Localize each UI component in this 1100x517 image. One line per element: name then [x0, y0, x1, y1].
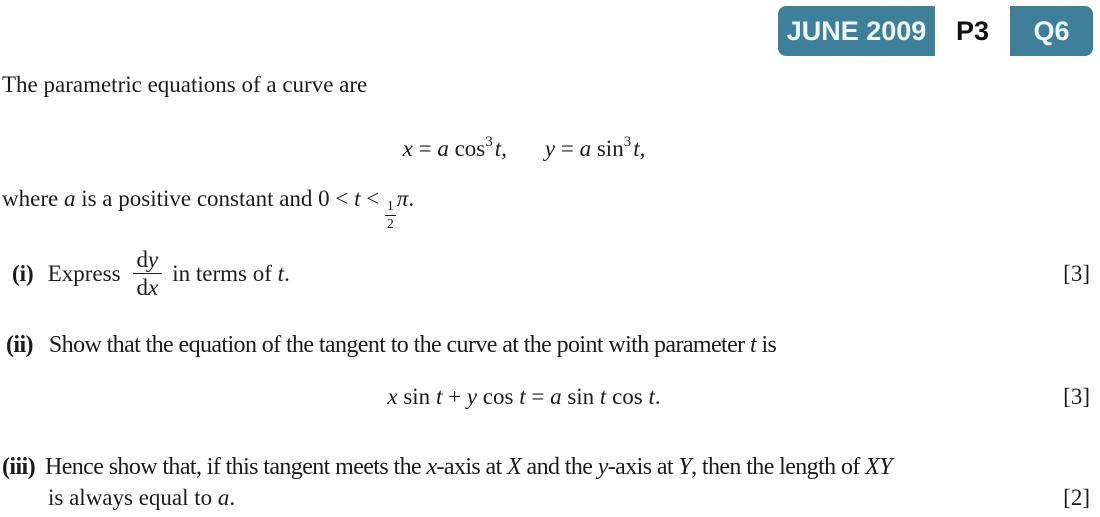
part-i-express: Express: [47, 261, 121, 286]
eq-sin: sin: [591, 136, 624, 161]
eq-exponent: 3: [623, 134, 632, 150]
part-iii-line2-text: is always equal to: [48, 485, 218, 510]
one-half-fraction: [385, 199, 396, 232]
eq-equals: =: [555, 136, 580, 161]
part-iii-point-X: X: [507, 454, 522, 480]
part-iii-period: .: [229, 485, 236, 510]
eq-var-a: a: [579, 136, 592, 161]
eq-var-a: a: [437, 136, 449, 161]
part-i-row: [0, 245, 1090, 303]
constraint-var-t: t: [354, 186, 361, 211]
constraint-text: [2, 178, 1090, 231]
eq-var-t: t,: [633, 136, 646, 161]
question-badge: [778, 6, 1093, 56]
eq-equals: =: [412, 136, 438, 161]
part-iii-line2: [48, 484, 1090, 511]
part-iii-point-Y: Y: [678, 454, 692, 480]
part-iii-seg3: and the: [521, 454, 598, 480]
part-i-period: .: [284, 261, 290, 286]
part-i-var-t: t: [277, 261, 285, 286]
part-iii-seg4: -axis at: [607, 454, 679, 480]
part-iii-var-y: y: [597, 454, 608, 480]
eq-exponent: 3: [485, 134, 493, 150]
fraction-numerator: 1: [385, 199, 396, 216]
part-ii-marks: [3]: [1063, 384, 1090, 409]
part-iii-var-x: x: [426, 454, 437, 480]
fraction-numerator: dy: [133, 247, 163, 274]
badge-session-label: JUNE 2009: [786, 15, 927, 46]
constraint-mid: is a positive constant and 0 <: [75, 186, 355, 211]
part-ii-text: Show that the equation of the tangent to the curve at the point with parameter: [48, 332, 750, 358]
parametric-equations: [0, 118, 1100, 166]
intro-text: The parametric equations of a curve are: [2, 72, 368, 97]
part-i-rest: in terms of: [172, 261, 278, 286]
part-iii-seg5: , then the length of: [691, 454, 866, 480]
part-iii-row: [2, 452, 1090, 511]
eq-var-x: x: [402, 136, 413, 161]
part-iii-seg2: -axis at: [436, 454, 508, 480]
fraction-denominator: 2: [387, 215, 394, 231]
part-ii-is: is: [756, 332, 777, 358]
fraction-denominator: dx: [136, 275, 159, 301]
constraint-var-a: a: [63, 186, 76, 211]
tangent-equation-row: [0, 381, 1100, 413]
part-ii-var-t: t: [749, 332, 757, 358]
part-i-marker: (i): [12, 261, 34, 286]
constraint-period: .: [408, 186, 415, 211]
part-iii-marker: (iii): [2, 454, 35, 480]
part-ii-marker: (ii): [6, 332, 33, 358]
dy-dx-fraction: [133, 247, 163, 301]
part-iii-marks: [2]: [1063, 485, 1090, 510]
badge-paper-label: P3: [935, 6, 1010, 56]
part-ii-row: [0, 331, 1090, 359]
constraint-where: where: [2, 186, 64, 211]
part-iii-line1: [2, 452, 1090, 482]
part-iii-seg1: Hence show that, if this tangent meets the: [45, 454, 427, 480]
eq-cos: cos: [448, 136, 486, 161]
eq-var-y: y: [544, 136, 556, 161]
constraint-pi: π: [396, 186, 409, 211]
part-iii-var-a: a: [217, 485, 230, 510]
part-i-marks: [3]: [1063, 261, 1090, 286]
constraint-lt: <: [360, 186, 386, 211]
eq-var-t: t,: [494, 136, 507, 161]
part-iii-segment-XY: XY: [865, 454, 892, 480]
tangent-equation: x sin t + y cos t = a sin t cos t.: [387, 384, 661, 409]
badge-question-label: Q6: [1033, 15, 1070, 46]
